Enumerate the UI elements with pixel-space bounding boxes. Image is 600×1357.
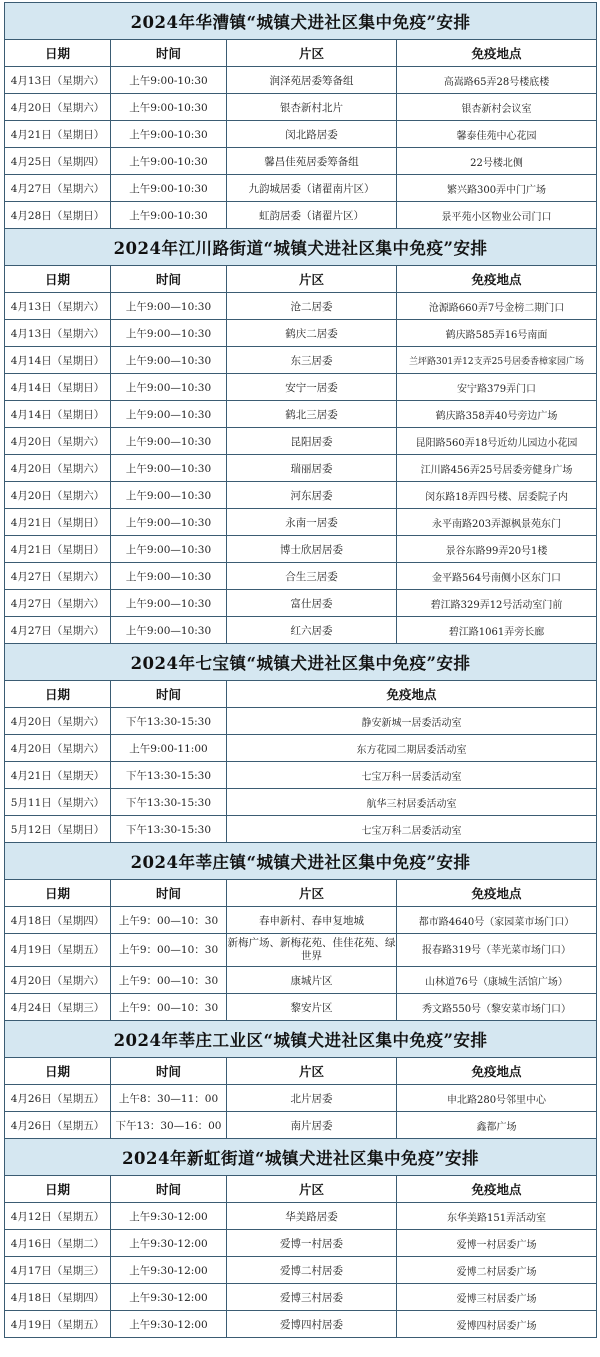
cell-time: 上午9:00—10:30	[111, 536, 227, 563]
cell-location: 碧江路1061弄旁长廊	[397, 617, 597, 644]
table-header	[5, 1058, 597, 1085]
cell-date: 4月21日（星期日）	[5, 536, 111, 563]
cell-date: 4月27日（星期六）	[5, 563, 111, 590]
cell-time: 上午9:30-12:00	[111, 1257, 227, 1284]
cell-location: 鹤庆路358弄40号旁边广场	[397, 401, 597, 428]
cell-date: 4月27日（星期六）	[5, 590, 111, 617]
cell-time: 上午9:30-12:00	[111, 1311, 227, 1338]
cell-area: 馨昌佳苑居委筹备组	[227, 148, 397, 175]
cell-time: 上午9:00—10:30	[111, 293, 227, 320]
cell-area: 闵北路居委	[227, 121, 397, 148]
cell-date: 4月26日（星期五）	[5, 1112, 111, 1139]
header-area: 片区	[227, 40, 397, 67]
table-row	[5, 374, 597, 401]
table-row	[5, 1112, 597, 1139]
cell-location: 安宁路379弄门口	[397, 374, 597, 401]
cell-area: 爱博三村居委	[227, 1284, 397, 1311]
section-title: 2024年华漕镇“城镇犬进社区集中免疫”安排	[5, 3, 597, 40]
cell-location: 高嵩路65弄28号楼底楼	[397, 67, 597, 94]
cell-time: 下午13：30—16：00	[111, 1112, 227, 1139]
cell-date: 4月21日（星期日）	[5, 509, 111, 536]
cell-location: 鑫都广场	[397, 1112, 597, 1139]
cell-area: 黎安片区	[227, 994, 397, 1021]
header-time: 时间	[111, 40, 227, 67]
cell-location: 碧江路329弄12号活动室门前	[397, 590, 597, 617]
header-date: 日期	[5, 681, 111, 708]
cell-area: 春申新村、春申复地城	[227, 907, 397, 934]
cell-area: 南片居委	[227, 1112, 397, 1139]
table-row	[5, 1257, 597, 1284]
cell-location: 都市路4640号（家园菜市场门口）	[397, 907, 597, 934]
cell-location: 江川路456弄25号居委旁健身广场	[397, 455, 597, 482]
table-row	[5, 934, 597, 967]
cell-time: 上午9:30-12:00	[111, 1284, 227, 1311]
table-row	[5, 401, 597, 428]
section-title-xinzhuang-industrial	[5, 1021, 597, 1058]
header-location: 免疫地点	[397, 1176, 597, 1203]
cell-location: 沧源路660弄7号金榜二期门口	[397, 293, 597, 320]
header-time: 时间	[111, 266, 227, 293]
section-title-jiangchuan	[5, 229, 597, 266]
cell-area: 东三居委	[227, 347, 397, 374]
cell-area: 九韵城居委（诸翟南片区）	[227, 175, 397, 202]
cell-area: 红六居委	[227, 617, 397, 644]
cell-time: 上午9:00-10:30	[111, 121, 227, 148]
cell-time: 下午13:30-15:30	[111, 762, 227, 789]
cell-location: 航华三村居委活动室	[227, 789, 597, 816]
cell-date: 4月18日（星期四）	[5, 1284, 111, 1311]
cell-time: 上午9:00—10:30	[111, 590, 227, 617]
table-row	[5, 1230, 597, 1257]
cell-time: 上午9:00-10:30	[111, 148, 227, 175]
cell-area: 爱博四村居委	[227, 1311, 397, 1338]
cell-date: 4月13日（星期六）	[5, 320, 111, 347]
table-row	[5, 536, 597, 563]
cell-date: 4月20日（星期六）	[5, 428, 111, 455]
cell-area: 爱博二村居委	[227, 1257, 397, 1284]
cell-location: 七宝万科二居委活动室	[227, 816, 597, 843]
table-row	[5, 1085, 597, 1112]
header-location: 免疫地点	[397, 880, 597, 907]
header-area: 片区	[227, 880, 397, 907]
table-header	[5, 1176, 597, 1203]
table-row	[5, 428, 597, 455]
cell-area: 银杏新村北片	[227, 94, 397, 121]
table-row	[5, 1284, 597, 1311]
cell-time: 上午9:30-12:00	[111, 1230, 227, 1257]
section-title: 2024年莘庄工业区“城镇犬进社区集中免疫”安排	[5, 1021, 597, 1058]
table-row	[5, 121, 597, 148]
cell-date: 4月20日（星期六）	[5, 94, 111, 121]
section-title: 2024年莘庄镇“城镇犬进社区集中免疫”安排	[5, 843, 597, 880]
cell-date: 4月12日（星期五）	[5, 1203, 111, 1230]
table-row	[5, 967, 597, 994]
table-row	[5, 617, 597, 644]
cell-time: 上午8：30—11：00	[111, 1085, 227, 1112]
cell-date: 4月27日（星期六）	[5, 617, 111, 644]
cell-date: 4月20日（星期六）	[5, 967, 111, 994]
cell-time: 下午13:30-15:30	[111, 816, 227, 843]
table-row	[5, 789, 597, 816]
cell-area: 昆阳居委	[227, 428, 397, 455]
table-row	[5, 148, 597, 175]
header-time: 时间	[111, 1058, 227, 1085]
cell-location: 七宝万科一居委活动室	[227, 762, 597, 789]
table-header	[5, 266, 597, 293]
table-row	[5, 590, 597, 617]
cell-location: 繁兴路300弄中门广场	[397, 175, 597, 202]
header-date: 日期	[5, 266, 111, 293]
header-area: 片区	[227, 1176, 397, 1203]
cell-time: 上午9：00—10：30	[111, 907, 227, 934]
cell-area: 河东居委	[227, 482, 397, 509]
table-row	[5, 816, 597, 843]
cell-date: 4月20日（星期六）	[5, 708, 111, 735]
cell-location: 银杏新村会议室	[397, 94, 597, 121]
cell-date: 4月18日（星期四）	[5, 907, 111, 934]
cell-date: 4月27日（星期六）	[5, 175, 111, 202]
table-row	[5, 175, 597, 202]
schedule-table	[4, 2, 597, 1338]
cell-location: 爱博一村居委广场	[397, 1230, 597, 1257]
header-location: 免疫地点	[397, 40, 597, 67]
cell-time: 上午9：00—10：30	[111, 934, 227, 967]
section-title: 2024年江川路街道“城镇犬进社区集中免疫”安排	[5, 229, 597, 266]
cell-date: 4月14日（星期日）	[5, 401, 111, 428]
cell-area: 博士欣居居委	[227, 536, 397, 563]
cell-area: 北片居委	[227, 1085, 397, 1112]
table-row	[5, 735, 597, 762]
cell-location: 爱博三村居委广场	[397, 1284, 597, 1311]
table-row	[5, 320, 597, 347]
cell-date: 4月26日（星期五）	[5, 1085, 111, 1112]
section-title-xinzhuang	[5, 843, 597, 880]
table-row	[5, 482, 597, 509]
cell-area: 沧二居委	[227, 293, 397, 320]
cell-location: 东华美路151弄活动室	[397, 1203, 597, 1230]
header-date: 日期	[5, 1058, 111, 1085]
cell-time: 上午9:00—10:30	[111, 428, 227, 455]
table-row	[5, 1311, 597, 1338]
cell-area: 瑞丽居委	[227, 455, 397, 482]
cell-location: 报春路319号（莘光菜市场门口）	[397, 934, 597, 967]
cell-time: 上午9:30-12:00	[111, 1203, 227, 1230]
cell-time: 上午9:00—10:30	[111, 374, 227, 401]
cell-date: 4月21日（星期天）	[5, 762, 111, 789]
cell-location: 馨泰佳苑中心花园	[397, 121, 597, 148]
table-header	[5, 880, 597, 907]
section-title-huacao	[5, 3, 597, 40]
header-area: 片区	[227, 266, 397, 293]
cell-date: 4月13日（星期六）	[5, 293, 111, 320]
cell-location: 爱博二村居委广场	[397, 1257, 597, 1284]
cell-date: 4月20日（星期六）	[5, 455, 111, 482]
table-row	[5, 94, 597, 121]
cell-time: 上午9:00—10:30	[111, 455, 227, 482]
cell-location: 景平苑小区物业公司门口	[397, 202, 597, 229]
table-header	[5, 40, 597, 67]
cell-location: 静安新城一居委活动室	[227, 708, 597, 735]
cell-time: 上午9:00—10:30	[111, 563, 227, 590]
cell-time: 上午9:00-10:30	[111, 175, 227, 202]
cell-location: 山林道76号（康城生活馆广场）	[397, 967, 597, 994]
cell-time: 上午9:00—10:30	[111, 617, 227, 644]
cell-date: 5月12日（星期日）	[5, 816, 111, 843]
cell-area: 新梅广场、新梅花苑、佳佳花苑、绿世界	[227, 934, 397, 967]
cell-area: 鹤北三居委	[227, 401, 397, 428]
cell-time: 上午9:00—10:30	[111, 482, 227, 509]
cell-date: 4月19日（星期五）	[5, 934, 111, 967]
cell-location: 金平路564号南侧小区东门口	[397, 563, 597, 590]
cell-area: 合生三居委	[227, 563, 397, 590]
cell-date: 4月20日（星期六）	[5, 482, 111, 509]
cell-location: 景谷东路99弄20号1楼	[397, 536, 597, 563]
header-date: 日期	[5, 40, 111, 67]
cell-time: 上午9:00—10:30	[111, 347, 227, 374]
cell-time: 上午9:00-10:30	[111, 67, 227, 94]
cell-time: 上午9:00—10:30	[111, 320, 227, 347]
cell-date: 4月19日（星期五）	[5, 1311, 111, 1338]
cell-date: 4月17日（星期三）	[5, 1257, 111, 1284]
section-title-qibao	[5, 644, 597, 681]
cell-location: 东方花园二期居委活动室	[227, 735, 597, 762]
cell-time: 下午13:30-15:30	[111, 708, 227, 735]
cell-date: 4月13日（星期六）	[5, 67, 111, 94]
header-time: 时间	[111, 1176, 227, 1203]
table-header	[5, 681, 597, 708]
cell-area: 康城片区	[227, 967, 397, 994]
cell-date: 4月14日（星期日）	[5, 374, 111, 401]
table-row	[5, 509, 597, 536]
header-date: 日期	[5, 1176, 111, 1203]
table-row	[5, 1203, 597, 1230]
table-row	[5, 762, 597, 789]
section-title: 2024年新虹街道“城镇犬进社区集中免疫”安排	[5, 1139, 597, 1176]
cell-area: 润泽苑居委筹备组	[227, 67, 397, 94]
cell-date: 4月14日（星期日）	[5, 347, 111, 374]
header-location: 免疫地点	[397, 1058, 597, 1085]
cell-location: 鹤庆路585弄16号南面	[397, 320, 597, 347]
section-title: 2024年七宝镇“城镇犬进社区集中免疫”安排	[5, 644, 597, 681]
table-row	[5, 994, 597, 1021]
header-time: 时间	[111, 880, 227, 907]
cell-time: 上午9:00-11:00	[111, 735, 227, 762]
cell-time: 下午13:30-15:30	[111, 789, 227, 816]
cell-area: 虹韵居委（诸翟片区）	[227, 202, 397, 229]
header-time: 时间	[111, 681, 227, 708]
cell-date: 4月16日（星期二）	[5, 1230, 111, 1257]
table-row	[5, 293, 597, 320]
cell-area: 富仕居委	[227, 590, 397, 617]
cell-location: 闵东路18弄四号楼、居委院子内	[397, 482, 597, 509]
cell-location: 爱博四村居委广场	[397, 1311, 597, 1338]
header-location: 免疫地点	[227, 681, 597, 708]
cell-date: 4月24日（星期三）	[5, 994, 111, 1021]
cell-area: 爱博一村居委	[227, 1230, 397, 1257]
cell-date: 4月25日（星期四）	[5, 148, 111, 175]
cell-location: 兰坪路301弄12支弄25号居委香樟家园广场	[397, 347, 597, 374]
cell-time: 上午9：00—10：30	[111, 994, 227, 1021]
cell-date: 5月11日（星期六）	[5, 789, 111, 816]
table-row	[5, 563, 597, 590]
cell-location: 22号楼北侧	[397, 148, 597, 175]
table-row	[5, 708, 597, 735]
cell-time: 上午9:00—10:30	[111, 509, 227, 536]
section-title-xinhong	[5, 1139, 597, 1176]
cell-area: 安宁一居委	[227, 374, 397, 401]
table-row	[5, 67, 597, 94]
header-date: 日期	[5, 880, 111, 907]
header-location: 免疫地点	[397, 266, 597, 293]
header-area: 片区	[227, 1058, 397, 1085]
cell-date: 4月28日（星期日）	[5, 202, 111, 229]
cell-time: 上午9:00-10:30	[111, 94, 227, 121]
cell-time: 上午9:00-10:30	[111, 202, 227, 229]
cell-location: 申北路280号邻里中心	[397, 1085, 597, 1112]
cell-area: 鹤庆二居委	[227, 320, 397, 347]
cell-time: 上午9:00—10:30	[111, 401, 227, 428]
cell-date: 4月20日（星期六）	[5, 735, 111, 762]
cell-date: 4月21日（星期日）	[5, 121, 111, 148]
cell-location: 秀文路550号（黎安菜市场门口）	[397, 994, 597, 1021]
table-row	[5, 455, 597, 482]
cell-area: 华美路居委	[227, 1203, 397, 1230]
cell-area: 永南一居委	[227, 509, 397, 536]
table-row	[5, 907, 597, 934]
cell-location: 永平南路203弄源枫景苑东门	[397, 509, 597, 536]
cell-location: 昆阳路560弄18号近幼儿园边小花园	[397, 428, 597, 455]
table-row	[5, 202, 597, 229]
table-row	[5, 347, 597, 374]
schedule-document	[4, 2, 596, 1338]
cell-time: 上午9：00—10：30	[111, 967, 227, 994]
